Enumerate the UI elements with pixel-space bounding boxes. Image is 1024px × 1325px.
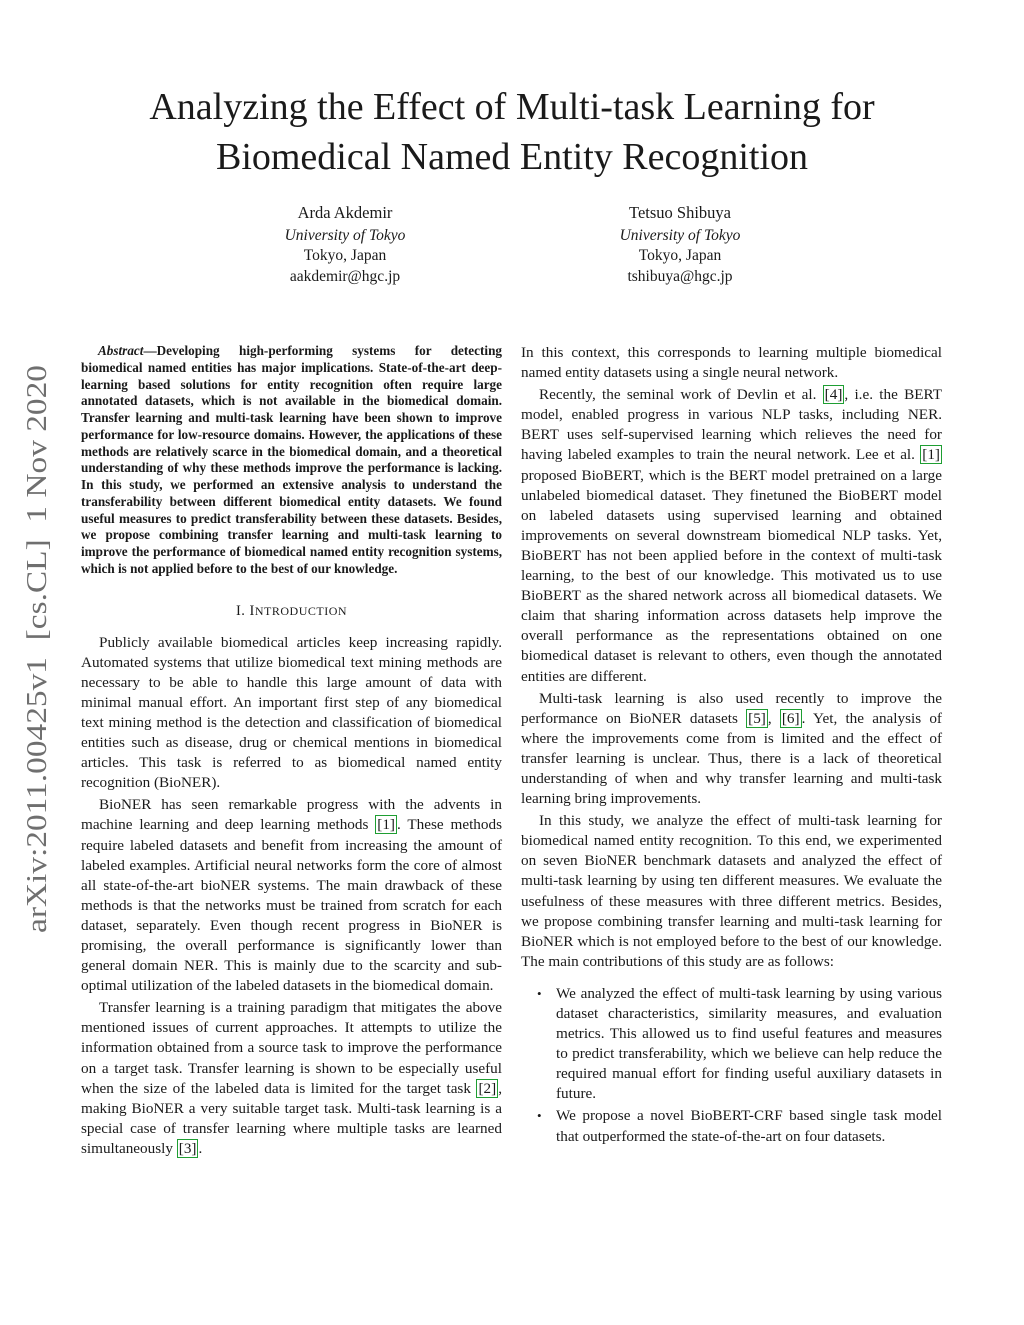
intro-paragraph-2 <box>81 795 502 996</box>
author-affiliation: University of Tokyo <box>284 226 406 244</box>
title-line-2: Biomedical Named Entity Recognition <box>215 136 809 178</box>
section-numeral: I. <box>235 602 246 619</box>
citation-link[interactable]: [3] <box>178 1139 197 1157</box>
intro-paragraph-5 <box>521 385 942 686</box>
author-name: Tetsuo Shibuya <box>629 203 731 222</box>
author-block-2 <box>550 203 810 287</box>
citation-link[interactable]: [1] <box>922 446 940 464</box>
paragraph-text: . These methods require labeled datasets and benefit from increasing the amount of labeled examples. Artificial neural networks form the core of almost all state-of-the-art bioNER systems. The main drawback of these methods is that the networks must be trained from scratch for each dataset, separately. Even though recent progress in BioNER is promising, the overall performance is significantly lower than general domain NER. This is mainly due to the scarcity and sub-optimal utilization of the labeled datasets in the biomedical domain. <box>81 816 502 995</box>
paragraph-text: , <box>767 709 780 727</box>
paper-title <box>0 82 1024 182</box>
citation-link[interactable]: [4] <box>824 386 843 404</box>
author-affiliation: University of Tokyo <box>619 226 741 244</box>
paragraph-text: In this study, we analyze the effect of multi-task learning for biomedical named entity recognition. To this end, we experimented on seven BioNER benchmark datasets and analyzed the effect of multi-task learning by using ten different measures. We evaluate the usefulness of these measures with three different metrics. Besides, we propose combining transfer learning and multi-task learning for BioNER which is not employed before to the best of our knowledge. The main contributions of this study are as follows: <box>521 812 942 970</box>
author-email: tshibuya@hgc.jp <box>627 267 733 285</box>
abstract-dash: — <box>143 343 157 358</box>
author-location: Tokyo, Japan <box>638 247 722 264</box>
abstract <box>81 343 502 578</box>
arxiv-stamp <box>2 358 62 938</box>
right-column <box>521 343 942 1149</box>
bullet-icon: • <box>537 1108 542 1124</box>
citation-link[interactable]: [5] <box>748 709 766 727</box>
author-name: Arda Akdemir <box>297 203 393 222</box>
list-item <box>521 984 942 1105</box>
left-column <box>81 343 502 1161</box>
contributions-list <box>521 984 942 1147</box>
section-heading-introduction <box>81 601 502 621</box>
intro-paragraph-3 <box>81 998 502 1159</box>
paragraph-text: . <box>198 1139 203 1157</box>
paragraph-text: Recently, the seminal work of Devlin et al. <box>539 386 823 404</box>
list-item-text: We analyzed the effect of multi-task learning by using various dataset characteristics, similarity measures, and evaluation metrics. This allowed us to find useful features and measures to predict transferability, which we believe can help reduce the required manual effort for finding useful auxiliary datasets in future. <box>556 984 942 1103</box>
section-initial: I <box>249 602 255 619</box>
intro-paragraph-4 <box>521 343 942 383</box>
abstract-text: Developing high-performing systems for detecting biomedical named entities has major implications. State-of-the-art deep-learning based solutions for entity recognition often require large annotated datasets, which is not available in the biomedical domain. Transfer learning and multi-task learning have been shown to improve performance for low-resource domains. However, the applications of these methods are relatively scarce in the biomedical domain, and a theoretical understanding of why these methods improve the performance is lacking. In this study, we performed an extensive analysis to understand the transferability between different biomedical entity datasets. We found useful measures to predict transferability between these datasets. Besides, we propose combining transfer learning and multi-task learning to improve the performance of biomedical named entity recognition systems, which is not applied before to the best of our knowledge. <box>81 343 502 576</box>
title-line-1: Analyzing the Effect of Multi-task Learning for <box>149 86 875 128</box>
paragraph-text: Multi-task learning is also used recently to improve the performance on BioNER datasets <box>521 689 942 727</box>
paragraph-text: , i.e. the BERT model, enabled progress in various NLP tasks, including NER. BERT uses self-supervised learning which relieves the need for having labeled examples to train the neural network. Lee et al. <box>521 386 943 464</box>
bullet-icon: • <box>537 985 542 1001</box>
author-email: aakdemir@hgc.jp <box>289 267 401 285</box>
section-title-rest: NTRODUCTION <box>254 603 348 618</box>
paragraph-text: In this context, this corresponds to learning multiple biomedical named entity datasets using a single neural network. <box>521 344 942 382</box>
citation-link[interactable]: [6] <box>781 709 800 727</box>
intro-paragraph-7 <box>521 811 942 972</box>
arxiv-stamp-text: arXiv:2011.00425v1 [cs.CL] 1 Nov 2020 <box>21 439 53 933</box>
citation-link[interactable]: [2] <box>478 1079 497 1097</box>
paragraph-text: Transfer learning is a training paradigm that mitigates the above mentioned issues of current approaches. It attempts to utilize the information obtained from a source task to improve the performance on a target task. Transfer learning is shown to be especially useful when the size of the labeled data is limited for the target task <box>81 999 502 1097</box>
author-block-1 <box>215 203 475 287</box>
paragraph-text: Publicly available biomedical articles keep increasing rapidly. Automated systems that utilize biomedical text mining methods are necessary to be able to handle this large amount of data with minimal manual effort. An important first step of any biomedical text mining method is the detection and classification of biomedical entities such as disease, drug or chemical mentions in biomedical articles. This task is referred to as biomedical named entity recognition (BioNER). <box>81 633 502 792</box>
paragraph-text: , making BioNER a very suitable target task. Multi-task learning is a special case of transfer learning where multiple tasks are learned simultaneously <box>81 1079 502 1157</box>
paragraph-text: proposed BioBERT, which is the BERT model pretrained on a large unlabeled biomedical dataset. They finetuned the BioBERT model on labeled datasets using supervised learning and obtained improvements on several downstream biomedical NLP tasks. Yet, BioBERT has not been applied before in the context of multi-task learning, to the best of our knowledge. This motivated us to use BioBERT as the shared network across all biomedical datasets. We claim that sharing information across datasets help improve the overall performance as the representations obtained on one biomedical dataset is relevant to others, even though the annotated entities are different. <box>521 466 942 685</box>
citation-link[interactable]: [1] <box>377 816 395 834</box>
paragraph-text: BioNER has seen remarkable progress with the advents in machine learning and deep learning methods <box>81 796 502 834</box>
intro-paragraph-1 <box>81 633 502 794</box>
abstract-label: Abstract <box>98 343 144 358</box>
author-location: Tokyo, Japan <box>303 247 387 264</box>
paragraph-text: . Yet, the analysis of where the improvements come from is limited and the effect of transfer learning is unclear. Thus, there is a lack of theoretical understanding of when and why transfer learning and multi-task learning bring improvements. <box>521 709 942 808</box>
list-item <box>521 1106 942 1146</box>
intro-paragraph-6 <box>521 689 942 810</box>
list-item-text: We propose a novel BioBERT-CRF based single task model that outperformed the state-of-the-art on four datasets. <box>556 1107 942 1145</box>
